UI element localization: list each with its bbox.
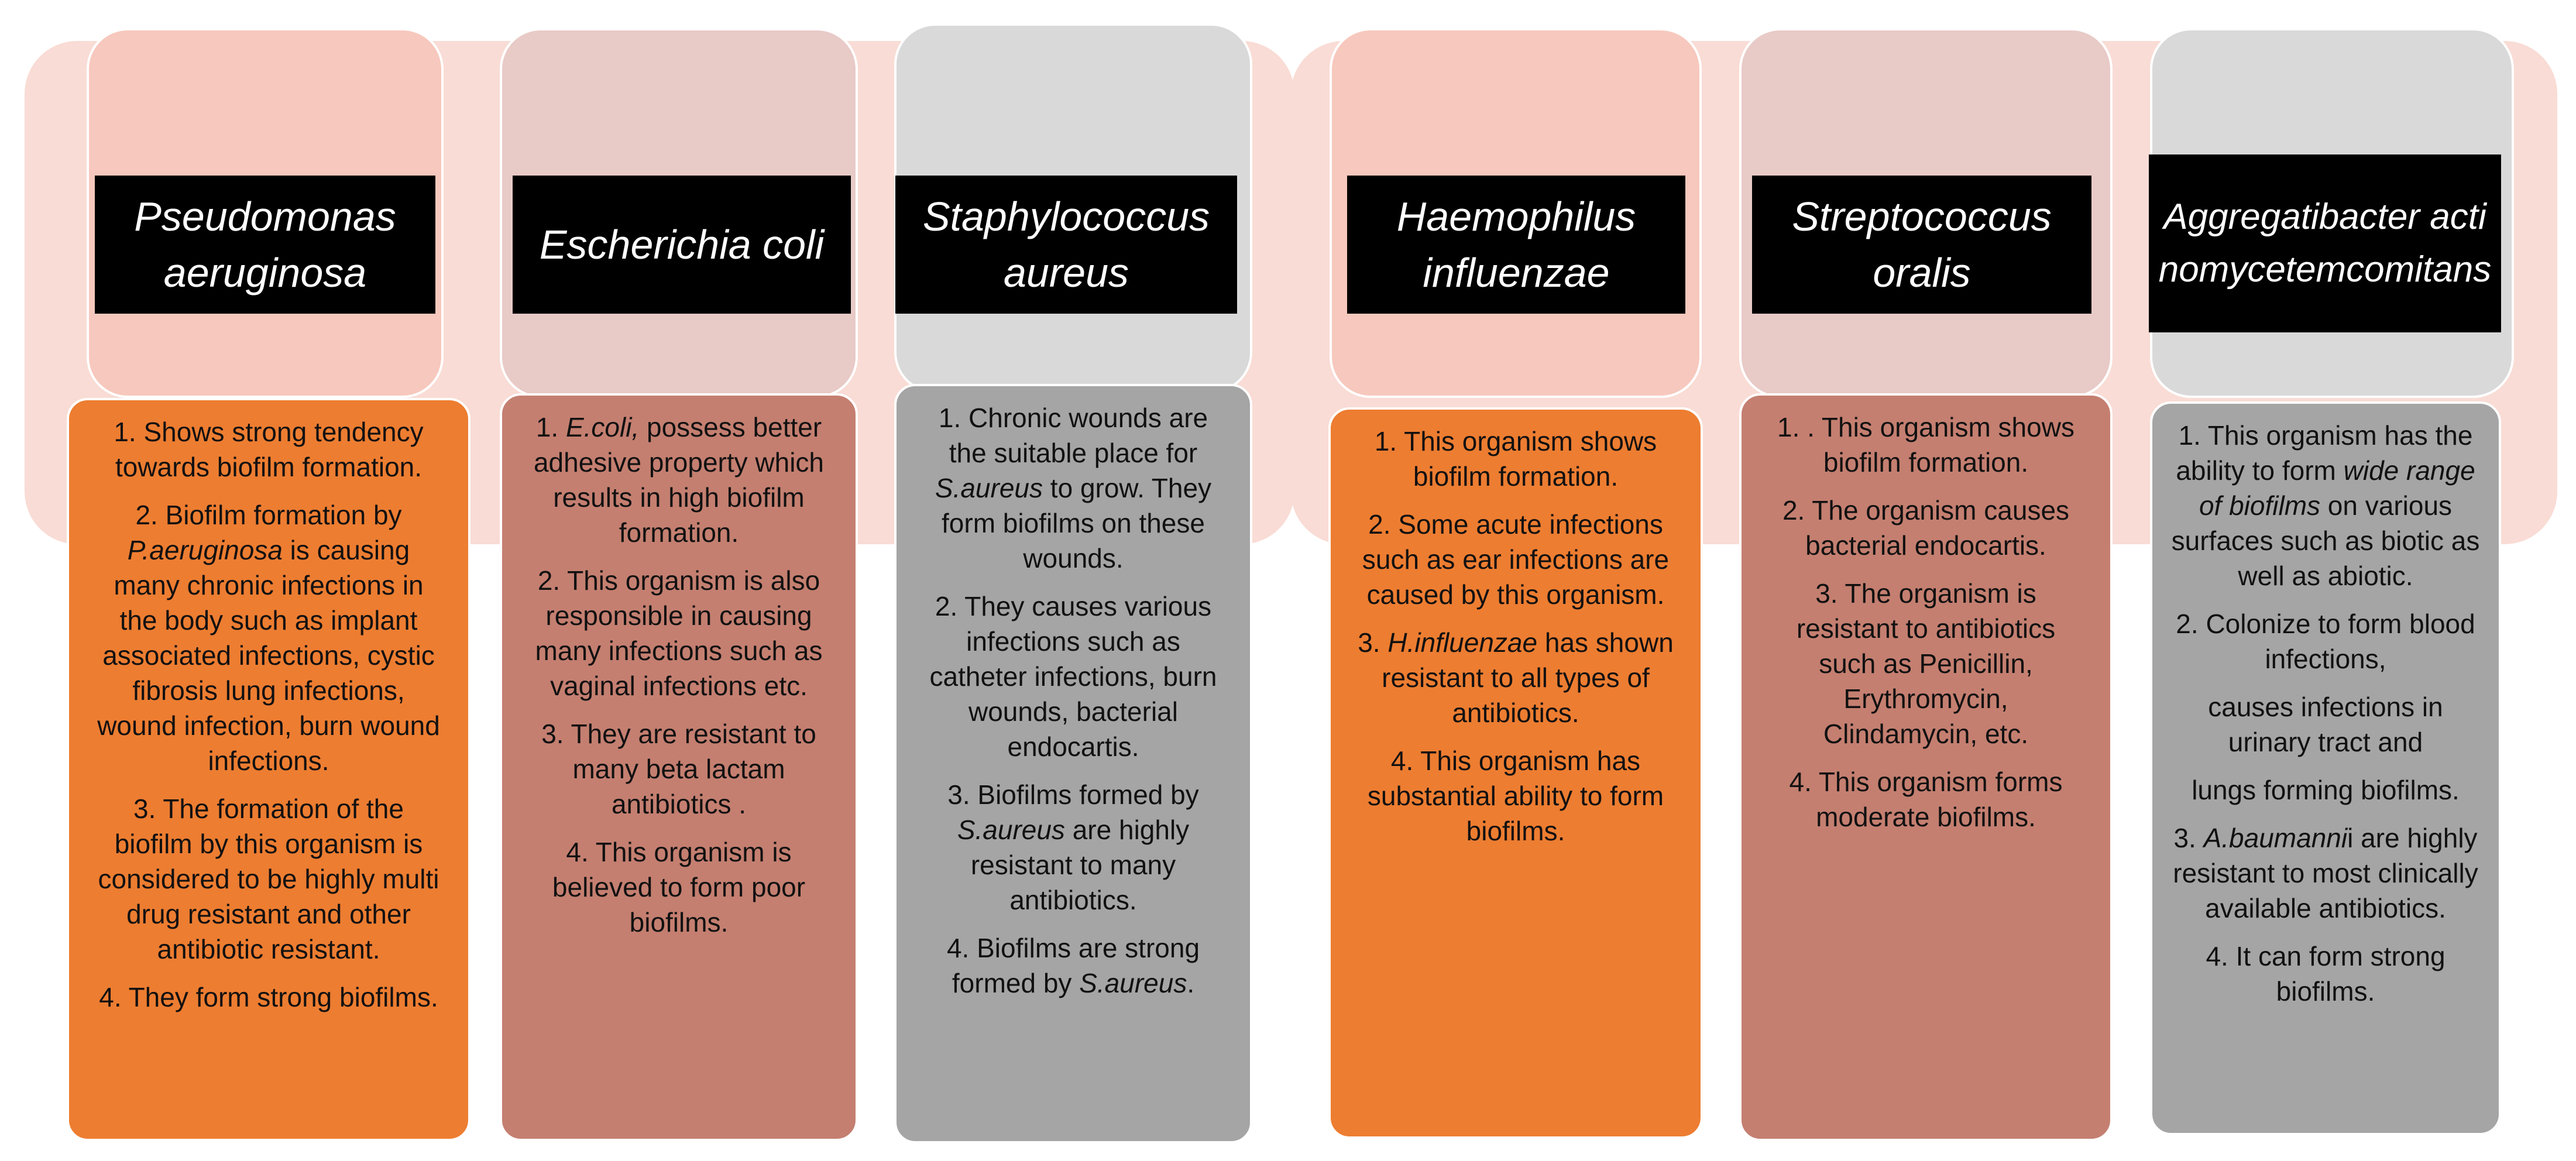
fact-item: lungs forming biofilms. (2192, 775, 2460, 805)
fact-item: 2. Biofilm formation by P.aeruginosa is causing many chronic infections in the body such as implant associated infections, cystic fibrosis lung infections, wound infection, burn wound infections. (97, 500, 440, 776)
fact-item: 1. Chronic wounds are the suitable place for S.aureus to grow. They form biofilms on these wounds. (935, 403, 1212, 573)
fact-item: 1. . This organism shows biofilm formation. (1777, 412, 2074, 478)
organism-facts-card (1739, 393, 2113, 1141)
fact-item: 2. They causes various infections such as catheter infections, burn wounds, bacterial endocartis. (929, 591, 1217, 762)
organism-title: Streptococcus oralis (1752, 176, 2091, 314)
fact-item: 3. The formation of the biofilm by this organism is considered to be highly multi drug resistant and other antibiotic resistant. (98, 794, 439, 964)
fact-item: 1. E.coli, possess better adhesive property which results in high biofilm formation. (533, 412, 825, 548)
fact-item: 2. The organism causes bacterial endocartis. (1782, 495, 2070, 561)
fact-item: 2. This organism is also responsible in causing many infections such as vaginal infections etc. (535, 565, 823, 701)
fact-item: 2. Colonize to form blood infections, (2176, 609, 2475, 674)
organism-facts-card (500, 393, 858, 1141)
organism-title: Escherichia coli (513, 176, 851, 314)
organism-column (1739, 0, 2113, 1161)
organism-title: Staphylococcus aureus (895, 176, 1237, 314)
fact-item: 4. This organism forms moderate biofilms. (1789, 767, 2063, 832)
fact-item: 1. Shows strong tendency towards biofilm formation. (114, 417, 424, 482)
fact-item: 4. It can form strong biofilms. (2206, 941, 2446, 1007)
organism-column (1330, 0, 1702, 1161)
fact-item: 2. Some acute infections such as ear infections are caused by this organism. (1362, 509, 1670, 610)
fact-item: 3. A.baumannii are highly resistant to most clinically available antibiotics. (2173, 823, 2478, 923)
fact-item: 4. Biofilms are strong formed by S.aureus. (946, 933, 1200, 998)
organism-column (894, 0, 1252, 1161)
fact-item: 3. H.influenzae has shown resistant to all types of antibiotics. (1358, 627, 1674, 728)
fact-item: 3. The organism is resistant to antibiotics such as Penicillin, Erythromycin, Clindamycin, etc. (1796, 578, 2056, 749)
fact-item: causes infections in urinary tract and (2208, 692, 2443, 757)
organism-facts-card (2150, 401, 2501, 1135)
organism-title: Aggregatibacter actinomycetemcomitans (2149, 154, 2501, 332)
organism-facts-card (1328, 407, 1703, 1139)
organism-facts-card (894, 384, 1252, 1143)
organism-column (2150, 0, 2514, 1161)
fact-item: 1. This organism shows biofilm formation. (1374, 426, 1657, 492)
organism-column (87, 0, 444, 1161)
fact-item: 4. This organism has substantial ability to form biofilms. (1367, 746, 1664, 846)
fact-item: 3. They are resistant to many beta lactam antibiotics . (541, 719, 816, 819)
organism-column (500, 0, 858, 1161)
organism-title: Haemophilus influenzae (1347, 176, 1685, 314)
fact-item: 4. This organism is believed to form poor biofilms. (552, 837, 806, 937)
fact-item: 1. This organism has the ability to form wide range of biofilms on various surfaces such as biotic as well as abiotic. (2171, 420, 2480, 591)
fact-item: 3. Biofilms formed by S.aureus are highly resistant to many antibiotics. (947, 779, 1199, 915)
organism-facts-card (67, 398, 470, 1141)
organism-title: Pseudomonas aeruginosa (95, 176, 435, 314)
fact-item: 4. They form strong biofilms. (99, 982, 438, 1012)
